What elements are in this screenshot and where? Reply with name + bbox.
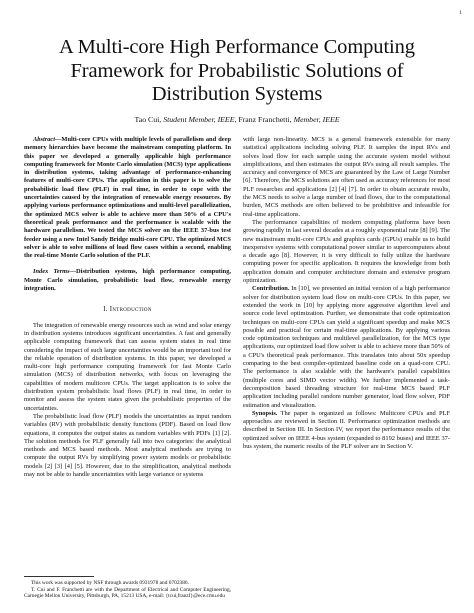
author-name-2: Franz Franchetti, bbox=[238, 115, 292, 124]
index-terms-text: —Distribution systems, high performance computing, Monte Carlo simulation, probabilistic load flow, renewable energy integration. bbox=[24, 268, 231, 293]
index-terms-lead: Index Terms bbox=[33, 268, 70, 276]
abstract-lead: Abstract bbox=[33, 136, 56, 143]
synopsis-text: The paper is organized as follows: Multicore CPUs and PLF approaches are reviewed in Section II. Performance optimization methods are described in Section III. In Section IV, we report the performance results of the optimized solver on IEEE 4-bus system (expanded to 8192 buses) and IEEE 37-bus system, the numeric results of the PLF solver are in Section V. bbox=[243, 409, 450, 450]
contribution-lead: Contribution. bbox=[252, 285, 290, 293]
intro-paragraph-1: The integration of renewable energy resources such as wind and solar energy in distribution systems introduces significant uncertainties. A fast and generally applicable computing framework that can assess system states in real time considering the impact of such large uncertainties would be an important tool for the reliable operation of distribution systems. In this paper, we developed a multi-core high performance computing framework for fast Monte Carlo simulation (MCS) of distribution networks, with focus on leveraging the capabilities of modern multicore CPUs. The target application is to solve the distribution system probabilistic load flows (PLF) in real time, in order to monitor and assess the system states given the probabilistic properties of the uncertainties. bbox=[24, 321, 231, 412]
author-name-1: Tao Cui, bbox=[134, 115, 162, 124]
footnote bbox=[24, 580, 231, 600]
abstract-text: —Multi-core CPUs with multiple levels of parallelism and deep memory hierarchies have become the mainstream computing platform. In this paper we developed a generally applicable high performance computing framework for Monte Carlo simulation (MCS) type applications in distribution systems, taking advantage of performance-enhancing features of multi-core CPUs. The application in this paper is to solve the probabilistic load flow (PLF) in real time, in order to cope with the uncertainties caused by the integration of renewable energy resources. By applying various performance optimizations and multi-level parallelization, the optimized MCS solver is able to achieve more than 50% of a CPU's theoretical peak performance and the performance is scalable with the hardware parallelism. We tested the MCS solver on the IEEE 37-bus test feeder using a new Intel Sandy Bridge multi-core CPU. The optimized MCS solver is able to solve millions of load flow cases within a second, enabling the real-time Monte Carlo solution of the PLF. bbox=[24, 136, 231, 260]
page-number: 1 bbox=[459, 10, 462, 16]
right-paragraph-2: The performance capabilities of modern computing platforms have been growing rapidly in last several decades at a roughly exponential rate [8] [9]. The new mainstream multi-core CPUs and graphics cards (GPUs) enable us to build inexpensive systems with computational power similar to supercomputers about a decade ago [8]. However, it is very difficult to fully utilize the hardware computing power for specific application. It requires the knowledge from both application domain and computer architecture domain and extensive program optimization. bbox=[243, 218, 450, 285]
contribution-paragraph bbox=[243, 285, 450, 409]
author-role-2: Member, IEEE bbox=[293, 115, 340, 124]
intro-paragraph-2: The probabilistic load flow (PLF) models the uncertainties as input random variables (RV) with probabilistic density functions (PDF). Based on load flow equations, it computes the output states as random variables with PDFs [1] [2]. The solution methods for PLF generally fall into two categories: the analytical methods and MCS based methods. Most analytical methods are trying to compute the output RVs by simplifying power system models or probabilistic models [2] [3] [4] [5]. However, due to the simplification, analytical methods may not be able to handle uncertainties with large variance or systems bbox=[24, 412, 231, 478]
contribution-text: In [10], we presented an initial version of a high performance solver for distribution system load flow on multi-core CPUs. In this paper, we extended the work in [10] by applying more aggressive algorithm level and source code level optimization. Further, we demonstrate that code optimization techniques on multi-core CPUs can yield a significant speedup and make MCS possible and practical for certain real-time applications. By applying various code optimization techniques and multilevel parallelization, for the MCS type applications, our optimized load flow solver is able to achieve more than 50% of a CPU's theoretical peak performance. This translates into about 50x speedup comparing to the best compiler-optimized baseline code on a quad-core CPU. The performance is also scalable with the hardware's parallel capabilities (multiple cores and SIMD vector width). We further implemented a task-decomposition based threading structure for real-time MCS based PLF application including parallel random number generator, load flow solver, PDF estimation and visualization. bbox=[243, 285, 450, 409]
author-role-1: Student Member, IEEE, bbox=[163, 115, 237, 124]
footnote-rule bbox=[24, 576, 94, 577]
right-column bbox=[243, 136, 450, 451]
synopsis-paragraph bbox=[243, 410, 450, 451]
footnote-funding: This work was supported by NSF through awards 0931978 and 0702386. bbox=[31, 580, 189, 586]
section-heading-introduction: I. Introduction bbox=[103, 306, 152, 314]
synopsis-lead: Synopsis. bbox=[252, 409, 278, 417]
index-terms bbox=[24, 268, 231, 293]
paper-title: A Multi-core High Performance Computing Framework for Probabilistic Solutions of Distribution Systems bbox=[59, 36, 415, 105]
footnote-affiliation: T. Cui and F. Franchetti are with the Department of Electrical and Computer Engineering, Carnegie Mellon University, Pittsburgh, PA, 15213 USA, e-mail: {tcui,franzf}@ece.cmu.edu bbox=[24, 586, 231, 600]
author-line bbox=[20, 115, 454, 124]
abstract bbox=[24, 136, 231, 260]
left-column bbox=[24, 136, 231, 479]
right-paragraph-1: with large non-linearity. MCS is a general framework extensible for many statistical applications including solving PLF. It samples the input RVs and solves load flow for each sample using the accurate system model without simplifications, and then estimates the output RVs using all result samples. The accuracy and convergence of MCS are guaranteed by the Law of Large Number [6]. Therefore, the MCS solutions are often used as accuracy references for most PLF researches and applications [2] [4] [7]. In order to obtain accurate results, the MCS needs to solve a large number of load flows, due to the computational burden, MCS methods are often believed to be prohibitive and infeasible for real-time applications. bbox=[243, 136, 450, 218]
